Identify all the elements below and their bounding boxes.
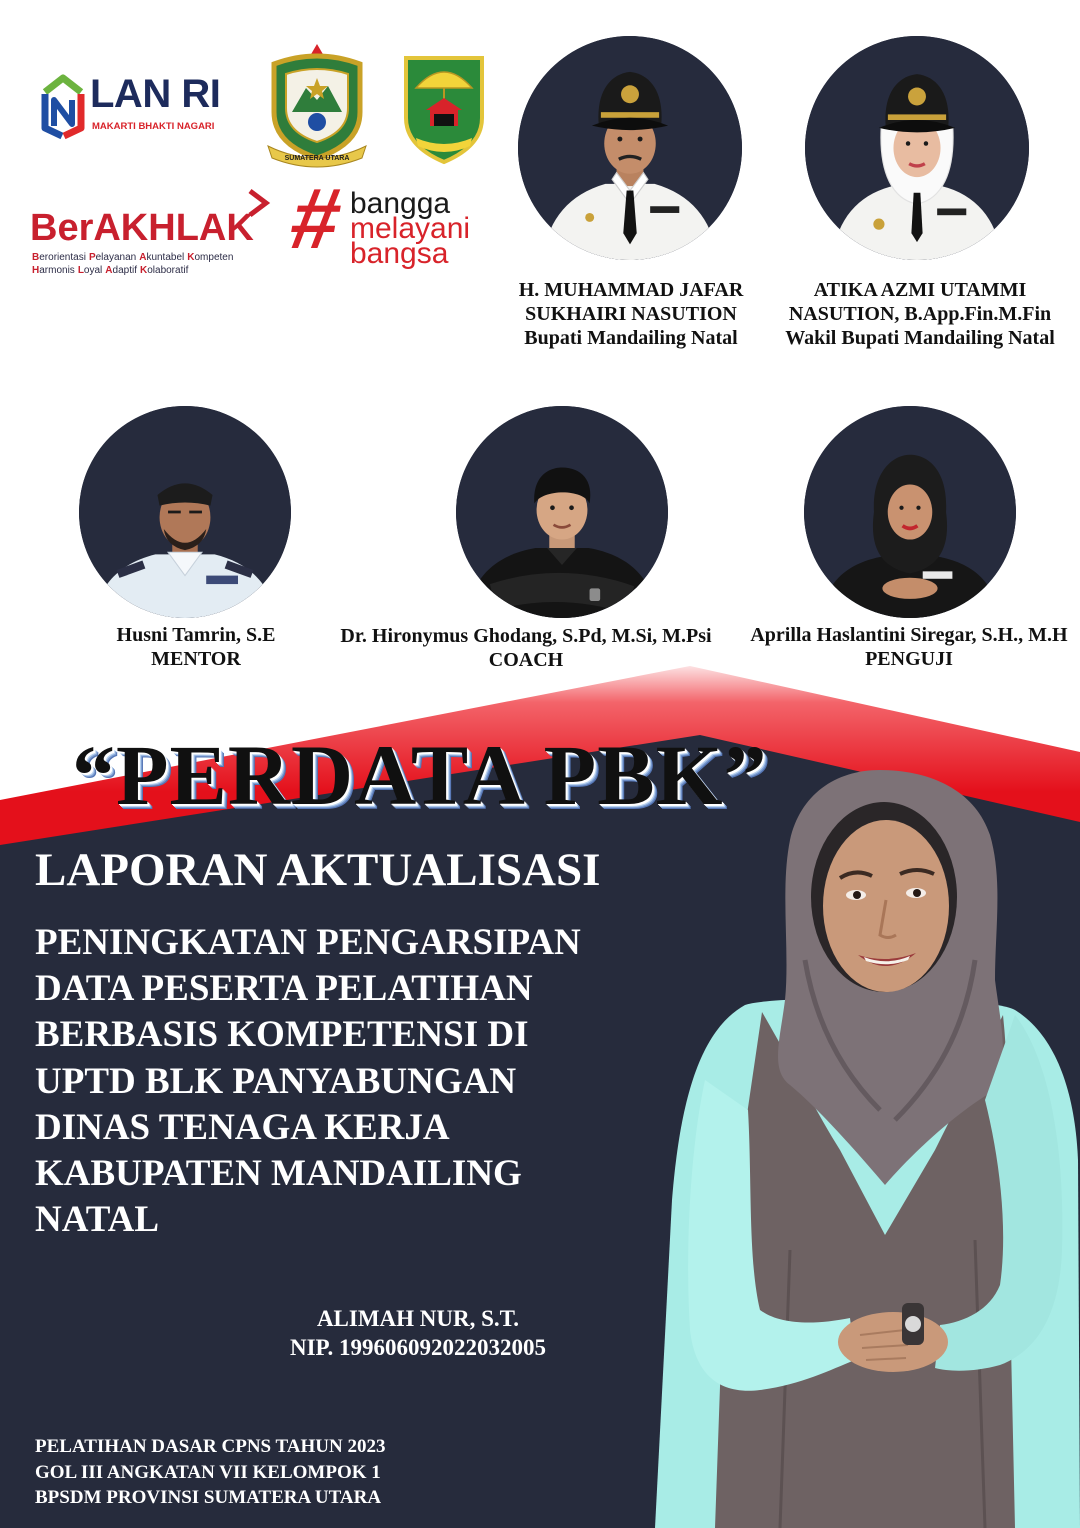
official-name-line: H. MUHAMMAD JAFAR <box>518 279 744 301</box>
value-word: Berorientasi <box>32 252 86 263</box>
report-title-line: BERBASIS KOMPETENSI DI <box>35 1014 529 1056</box>
poster-title: “PERDATA PBK” <box>72 727 768 823</box>
berakhlak-values-line-1 <box>32 252 236 264</box>
penguji-portrait <box>804 406 1016 618</box>
wakil-bupati-portrait <box>805 36 1029 260</box>
footer-block <box>35 1434 385 1511</box>
bupati-caption <box>481 278 781 350</box>
mentor-name: Husni Tamrin, S.E <box>116 624 276 646</box>
report-title-line: PENINGKATAN PENGARSIPAN <box>35 922 581 963</box>
official-name-line: SUKHAIRI NASUTION <box>525 303 737 325</box>
lan-hexagon-icon <box>40 68 86 140</box>
sumatera-utara-emblem <box>262 42 372 168</box>
coach-portrait <box>456 406 668 618</box>
mentor-role: MENTOR <box>151 648 241 670</box>
author-name: ALIMAH NUR, S.T. <box>316 1306 520 1331</box>
official-role: Bupati Mandailing Natal <box>524 327 738 349</box>
bupati-portrait <box>518 36 742 260</box>
coach-caption <box>326 624 726 672</box>
official-name-line: NASUTION, B.App.Fin.M.Fin <box>788 303 1052 325</box>
report-label: LAPORAN AKTUALISASI <box>35 844 601 896</box>
report-title-line: UPTD BLK PANYABUNGAN <box>35 1060 517 1102</box>
value-word: Adaptif <box>105 265 137 276</box>
bangga-word-3: bangsa <box>350 237 449 270</box>
value-word: Harmonis <box>32 265 75 276</box>
footer-line: BPSDM PROVINSI SUMATERA UTARA <box>35 1487 382 1508</box>
berakhlak-values-line-2 <box>32 265 191 277</box>
author-block <box>218 1304 618 1362</box>
participant-photo <box>640 760 1080 1528</box>
author-nip: NIP. 199606092022032005 <box>290 1335 546 1360</box>
bangga-word-1: bangga <box>350 187 451 220</box>
report-title-line: NATAL <box>35 1199 160 1241</box>
footer-line: GOL III ANGKATAN VII KELOMPOK 1 <box>35 1461 381 1483</box>
value-word: Loyal <box>77 265 103 276</box>
mentor-caption <box>96 623 296 671</box>
report-title-line: DATA PESERTA PELATIHAN <box>35 968 533 1010</box>
footer-line: PELATIHAN DASAR CPNS TAHUN 2023 <box>35 1436 386 1457</box>
report-title-line: DINAS TENAGA KERJA <box>35 1106 450 1148</box>
value-word: Kompeten <box>187 252 234 263</box>
lan-ri-logo <box>40 68 230 140</box>
lan-ri-name: LAN RI <box>90 72 221 116</box>
official-role: Wakil Bupati Mandailing Natal <box>785 327 1055 349</box>
berakhlak-logo <box>30 186 270 278</box>
berakhlak-name: BerAKHLAK <box>30 207 254 249</box>
mentor-portrait <box>79 406 291 618</box>
wakil-bupati-caption <box>770 278 1070 350</box>
penguji-name: Aprilla Haslantini Siregar, S.H., M.H <box>750 624 1068 646</box>
value-word: Kolaboratif <box>139 265 189 276</box>
hashtag-icon: # <box>283 171 349 267</box>
mandailing-natal-emblem <box>400 48 488 166</box>
sumut-ribbon-text: SUMATERA UTARA <box>284 155 350 162</box>
value-word: Akuntabel <box>139 252 185 263</box>
penguji-caption <box>739 623 1079 671</box>
bangga-word-2: melayani <box>350 212 471 245</box>
report-title-line: KABUPATEN MANDAILING <box>35 1153 522 1195</box>
bangga-melayani-bangsa-logo <box>283 171 480 270</box>
penguji-role: PENGUJI <box>865 648 953 670</box>
official-name-line: ATIKA AZMI UTAMMI <box>813 279 1027 301</box>
coach-role: COACH <box>488 649 564 671</box>
coach-name: Dr. Hironymus Ghodang, S.Pd, M.Si, M.Psi <box>340 625 712 647</box>
bangga-words <box>350 187 471 270</box>
value-word: Pelayanan <box>88 252 137 263</box>
lan-ri-tagline: MAKARTI BHAKTI NAGARI <box>92 121 215 132</box>
report-title <box>35 920 581 1243</box>
